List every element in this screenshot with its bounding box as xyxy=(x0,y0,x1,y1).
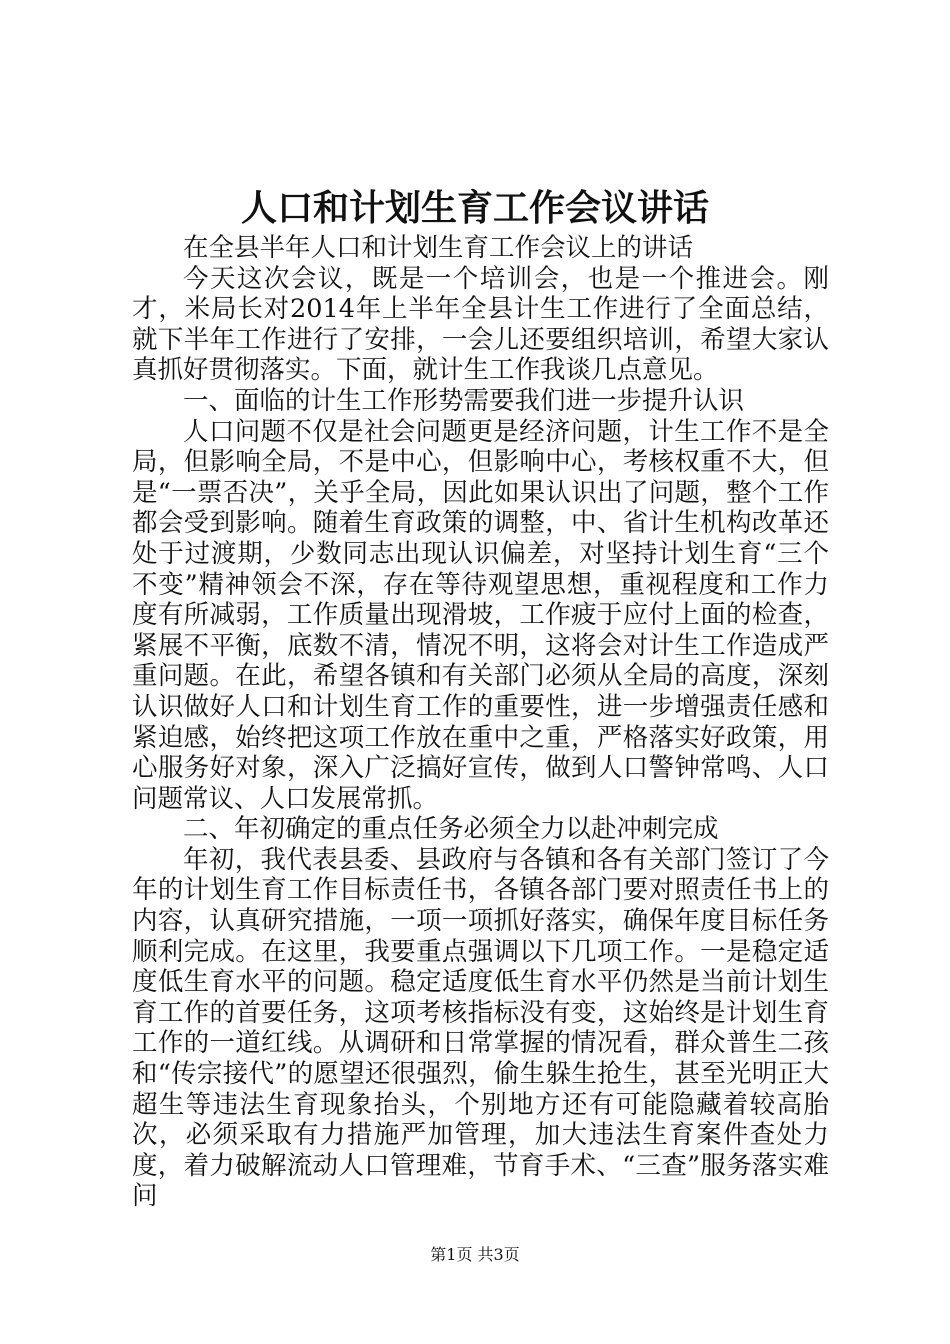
body-paragraph: 今天这次会议，既是一个培训会，也是一个推进会。刚才，米局长对2014年上半年全县计生工作进行了全面总结，就下半年工作进行了安排，一会儿还要组织培训，希望大家认真抓好贯彻落实。下面，就计生工作我谈几点意见。 xyxy=(132,263,829,386)
document-title: 人口和计划生育工作会议讲话 xyxy=(240,187,709,229)
page-footer: 第1页 共3页 xyxy=(430,1245,520,1264)
subtitle-paragraph: 在全县半年人口和计划生育工作会议上的讲话 xyxy=(183,233,694,263)
body-paragraph: 人口问题不仅是社会问题更是经济问题，计生工作不是全局，但影响全局，不是中心，但影响中心，考核权重不大，但是“一票否决”，关乎全局，因此如果认识出了问题，整个工作都会受到影响。随着生育政策的调整，中、省计生机构改革还处于过渡期，少数同志出现认识偏差，对坚持计划生育“三个不变”精神领会不深，存在等待观望思想，重视程度和工作力度有所减弱，工作质量出现滑坡，工作疲于应付上面的检查，紧展不平衡，底数不清，情况不明，这将会对计生工作造成严重问题。在此，希望各镇和有关部门必须从全局的高度，深刻认识做好人口和计划生育工作的重要性，进一步增强责任感和紧迫感，始终把这项工作放在重中之重，严格落实好政策，用心服务好对象，深入广泛搞好宣传，做到人口警钟常鸣、人口问题常议、人口发展常抓。 xyxy=(132,416,829,814)
section-heading: 一、面临的计生工作形势需要我们进一步提升认识 xyxy=(183,385,745,416)
document-body xyxy=(132,233,829,1212)
body-paragraph: 年初，我代表县委、县政府与各镇和各有关部门签订了今年的计划生育工作目标责任书，各镇各部门要对照责任书上的内容，认真研究措施，一项一项抓好落实，确保年度目标任务顺利完成。在这里，我要重点强调以下几项工作。一是稳定适度低生育水平的问题。稳定适度低生育水平仍然是当前计划生育工作的首要任务，这项考核指标没有变，这始终是计划生育工作的一道红线。从调研和日常掌握的情况看，群众普生二孩和“传宗接代”的愿望还很强烈，偷生躲生抢生，甚至光明正大超生等违法生育现象抬头，个别地方还有可能隐藏着较高胎次，必须采取有力措施严加管理，加大违法生育案件查处力度，着力破解流动人口管理难，节育手术、“三查”服务落实难问 xyxy=(132,844,829,1212)
section-heading: 二、年初确定的重点任务必须全力以赴冲刺完成 xyxy=(183,814,719,845)
